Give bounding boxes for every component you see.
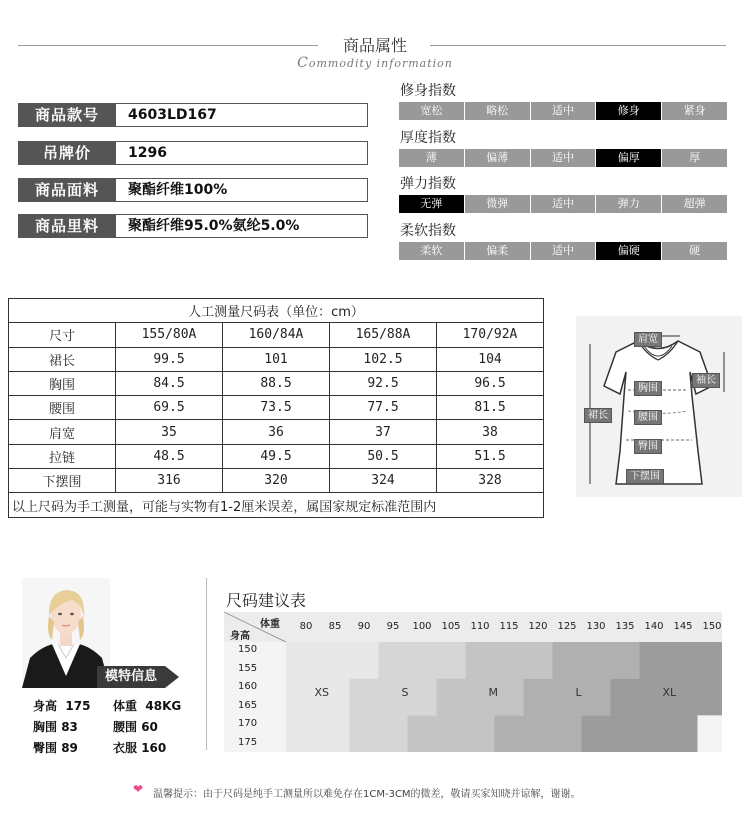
size-table-cell: 99.5: [116, 347, 223, 371]
size-table-cell: 37: [330, 420, 437, 444]
attr-value: 聚酯纤维95.0%氨纶5.0%: [116, 214, 368, 238]
size-table-row-label: 肩宽: [9, 420, 116, 444]
size-table-cell: 77.5: [330, 396, 437, 420]
weight-tick: 95: [386, 621, 400, 632]
index-option: 适中: [531, 102, 596, 120]
size-table-cell: 324: [330, 469, 437, 493]
size-table-cell: 104: [437, 347, 544, 371]
size-table-header-cell: 尺寸: [9, 323, 116, 347]
size-table-row-label: 下摆围: [9, 469, 116, 493]
model-chest: 胸围 83: [33, 720, 78, 734]
weight-axis-name: 体重: [260, 619, 280, 630]
dress-label-sleeve: 袖长: [692, 373, 720, 388]
index-bar: [399, 102, 727, 120]
size-table: [8, 298, 544, 518]
weight-tick: 115: [499, 621, 519, 632]
weight-tick: 105: [441, 621, 461, 632]
height-tick: 165: [238, 699, 258, 711]
size-table-row: [9, 371, 544, 395]
size-table-cell: 102.5: [330, 347, 437, 371]
size-table-footnote: 以上尺码为手工测量，可能与实物有1-2厘米误差，属国家规定标准范围内: [9, 493, 544, 517]
dress-label-hem: 下摆围: [626, 469, 664, 484]
size-table-cell: 96.5: [437, 371, 544, 395]
section-title: 商品属性: [342, 36, 407, 55]
attr-value: 1296: [116, 141, 368, 165]
index-option: 略松: [465, 102, 530, 120]
attr-row-fabric: [18, 178, 368, 202]
size-table-header-cell: 165/88A: [330, 323, 437, 347]
model-hip: 臀围 89: [33, 741, 78, 755]
index-option-selected: 偏厚: [596, 149, 661, 167]
heart-icon: ❤: [133, 782, 144, 796]
size-table-cell: 101: [223, 347, 330, 371]
size-table-row-label: 腰围: [9, 396, 116, 420]
size-table-cell: 73.5: [223, 396, 330, 420]
weight-tick: 90: [357, 621, 371, 632]
index-option-selected: 无弹: [399, 195, 464, 213]
size-table-row: [9, 444, 544, 468]
size-table-cell: 49.5: [223, 444, 330, 468]
model-waist: 腰围 60: [113, 720, 158, 734]
size-suggestion-title: 尺码建议表: [226, 591, 307, 610]
model-height: 身高 175: [33, 699, 91, 713]
size-band-label: XS: [314, 686, 330, 699]
size-band-label: M: [488, 686, 498, 699]
attr-row-lining: [18, 214, 368, 238]
index-title: 弹力指数: [400, 176, 456, 192]
size-table-cell: 316: [116, 469, 223, 493]
header-line-right: [430, 45, 726, 46]
size-table-cell: 81.5: [437, 396, 544, 420]
height-tick: 150: [238, 644, 258, 655]
dress-label-length: 裙长: [584, 408, 612, 423]
index-option: 适中: [531, 242, 596, 260]
size-table-row: [9, 420, 544, 444]
size-table-row-label: 裙长: [9, 347, 116, 371]
weight-tick: 145: [673, 621, 693, 632]
index-bar: [399, 195, 727, 213]
attr-row-tag-price: [18, 141, 368, 165]
index-option: 弹力: [596, 195, 661, 213]
size-table-cell: 35: [116, 420, 223, 444]
height-tick: 175: [238, 736, 258, 748]
size-suggestion-svg: [224, 612, 722, 752]
size-table-cell: 328: [437, 469, 544, 493]
attr-label: 吊牌价: [18, 141, 116, 165]
dress-label-waist: 腰围: [634, 410, 662, 425]
index-title: 修身指数: [400, 83, 456, 99]
index-option: 宽松: [399, 102, 464, 120]
index-title: 柔软指数: [400, 223, 456, 239]
size-table-cell: 88.5: [223, 371, 330, 395]
height-axis-name: 身高: [230, 631, 250, 642]
index-option: 微弹: [465, 195, 530, 213]
attr-value: 4603LD167: [116, 103, 368, 127]
dress-label-shoulder: 肩宽: [634, 332, 662, 347]
attr-value: 聚酯纤维100%: [116, 178, 368, 202]
model-info-label: 模特信息: [97, 666, 165, 688]
model-info-arrow: [165, 666, 179, 688]
index-bar: [399, 149, 727, 167]
index-option: 适中: [531, 149, 596, 167]
attr-label: 商品面料: [18, 178, 116, 202]
weight-tick: 100: [412, 621, 432, 632]
index-option: 偏柔: [465, 242, 530, 260]
size-band-label: S: [401, 686, 409, 699]
model-size: 衣服 160: [113, 741, 167, 755]
height-tick: 160: [238, 681, 258, 692]
size-table-row: [9, 347, 544, 371]
index-option: 薄: [399, 149, 464, 167]
size-table-cell: 36: [223, 420, 330, 444]
index-option: 超弹: [662, 195, 727, 213]
index-option: 紧身: [662, 102, 727, 120]
dress-label-chest: 胸围: [634, 381, 662, 396]
size-table-cell: 38: [437, 420, 544, 444]
index-option: 硬: [662, 242, 727, 260]
index-option: 适中: [531, 195, 596, 213]
header-line-left: [18, 45, 318, 46]
weight-tick: 110: [470, 621, 490, 632]
height-tick: 155: [238, 662, 258, 674]
index-option: 厚: [662, 149, 727, 167]
size-table-caption: 人工测量尺码表（单位：cm）: [9, 299, 544, 323]
dress-diagram: [576, 316, 742, 497]
index-option: 柔软: [399, 242, 464, 260]
index-option: 偏薄: [465, 149, 530, 167]
weight-tick: 125: [557, 621, 577, 632]
attr-label: 商品里料: [18, 214, 116, 238]
size-table-header-cell: 170/92A: [437, 323, 544, 347]
size-table-header-cell: 155/80A: [116, 323, 223, 347]
attr-label: 商品款号: [18, 103, 116, 127]
weight-tick: 140: [644, 621, 664, 632]
model-weight: 体重 48KG: [113, 699, 182, 713]
size-table-row: [9, 469, 544, 493]
section-divider: [206, 578, 207, 750]
index-option-selected: 修身: [596, 102, 661, 120]
weight-tick: 85: [328, 621, 342, 632]
size-table-cell: 69.5: [116, 396, 223, 420]
size-table-header-cell: 160/84A: [223, 323, 330, 347]
section-subtitle: Commodity information: [297, 55, 453, 71]
height-tick: 170: [238, 718, 258, 729]
size-table-row-label: 胸围: [9, 371, 116, 395]
size-suggestion-chart: [224, 612, 722, 752]
size-table-cell: 51.5: [437, 444, 544, 468]
weight-tick: 130: [586, 621, 606, 632]
size-table-cell: 84.5: [116, 371, 223, 395]
size-table-cell: 50.5: [330, 444, 437, 468]
attr-row-style-number: [18, 103, 368, 127]
index-bar: [399, 242, 727, 260]
size-band-label: L: [575, 686, 582, 699]
size-table-cell: 92.5: [330, 371, 437, 395]
dress-label-hip: 臀围: [634, 439, 662, 454]
index-option-selected: 偏硬: [596, 242, 661, 260]
index-title: 厚度指数: [400, 130, 456, 146]
size-table-cell: 320: [223, 469, 330, 493]
weight-tick: 135: [615, 621, 635, 632]
weight-tick: 120: [528, 621, 548, 632]
size-table-row-label: 拉链: [9, 444, 116, 468]
size-table-row: [9, 396, 544, 420]
weight-tick: 150: [702, 621, 722, 632]
tip-text: 温馨提示：由于尺码是纯手工测量所以难免存在1CM-3CM的微差，敬请买家知晓并谅解，谢谢。: [153, 789, 581, 800]
weight-tick: 80: [299, 621, 313, 632]
size-table-cell: 48.5: [116, 444, 223, 468]
size-band-label: XL: [662, 686, 677, 699]
